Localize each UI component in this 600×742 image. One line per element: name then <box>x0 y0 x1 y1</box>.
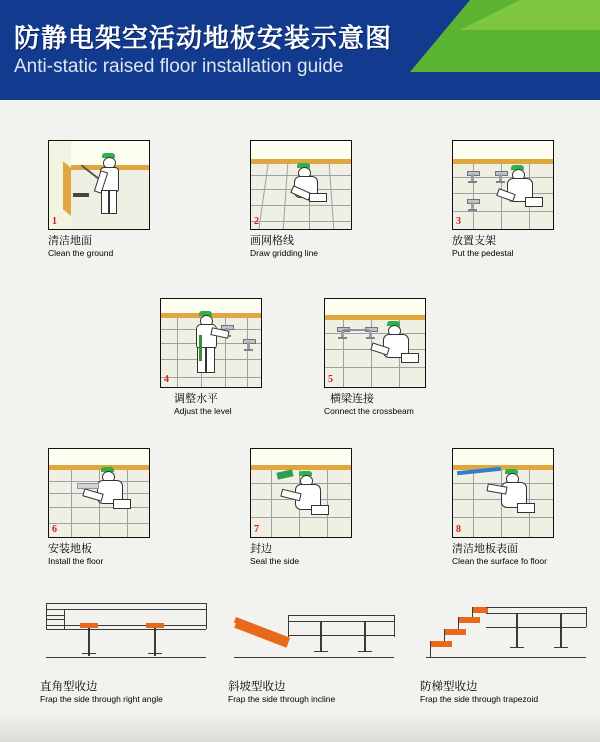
grid-lines <box>453 141 553 229</box>
detail-right-angle-label-cn: 直角型收边 <box>40 681 98 693</box>
step-3-number: 3 <box>456 216 461 227</box>
level-tool <box>199 335 202 361</box>
step-8-label-en: Clean the surface fo floor <box>452 556 547 566</box>
detail-incline-label-en: Frap the side through incline <box>228 694 336 704</box>
step-6-number: 6 <box>52 524 57 535</box>
step-1-number: 1 <box>52 216 57 227</box>
step-1-label-cn: 清洁地面 <box>48 235 92 247</box>
step-5-label-cn: 横梁连接 <box>330 393 374 405</box>
step-5-number: 5 <box>328 374 333 385</box>
step-4 <box>160 298 264 417</box>
step-6-label-en: Install the floor <box>48 556 104 566</box>
detail-right-angle-label-en: Frap the side through right angle <box>40 694 163 704</box>
step-7-label-en: Seal the side <box>250 556 300 566</box>
step-5-label-en: Connect the crossbeam <box>324 406 414 416</box>
step-2-label-en: Draw gridding line <box>250 248 319 258</box>
bottom-shading <box>0 712 600 742</box>
detail-trapezoid-drawing <box>420 595 588 670</box>
detail-incline-label-cn: 斜坡型收边 <box>228 681 286 693</box>
step-8-number: 8 <box>456 524 461 535</box>
step-4-number: 4 <box>164 374 169 385</box>
step-3 <box>452 140 556 259</box>
detail-trapezoid <box>420 595 590 704</box>
step-2-label-cn: 画网格线 <box>250 235 294 247</box>
step-4-label-cn: 调整水平 <box>174 393 218 405</box>
step-1-illustration <box>48 140 150 230</box>
detail-incline-drawing <box>228 595 396 670</box>
step-2 <box>250 140 354 259</box>
page-header <box>0 0 600 100</box>
page-title-en: Anti-static raised floor installation guide <box>14 56 344 77</box>
detail-trapezoid-label-en: Frap the side through trapezoid <box>420 694 539 704</box>
step-7 <box>250 448 354 567</box>
step-7-illustration <box>250 448 352 538</box>
step-5-illustration <box>324 298 426 388</box>
step-2-illustration <box>250 140 352 230</box>
step-5 <box>324 298 428 417</box>
detail-incline <box>228 595 398 704</box>
detail-right-angle-drawing <box>40 595 208 670</box>
step-4-label-en: Adjust the level <box>174 406 232 416</box>
step-8-label-cn: 清洁地板表面 <box>452 543 518 555</box>
step-8 <box>452 448 556 567</box>
step-7-number: 7 <box>254 524 259 535</box>
step-3-label-cn: 放置支架 <box>452 235 496 247</box>
step-4-illustration <box>160 298 262 388</box>
step-6-label-cn: 安装地板 <box>48 543 92 555</box>
step-3-illustration <box>452 140 554 230</box>
detail-trapezoid-label-cn: 防梯型收边 <box>420 681 478 693</box>
step-1-label-en: Clean the ground <box>48 248 114 258</box>
mop-head <box>73 193 89 197</box>
floor-panel <box>77 483 99 489</box>
step-6-illustration <box>48 448 150 538</box>
step-1 <box>48 140 152 259</box>
step-7-label-cn: 封边 <box>250 543 272 555</box>
step-3-label-en: Put the pedestal <box>452 248 514 258</box>
step-8-illustration <box>452 448 554 538</box>
crossbeam <box>343 329 369 331</box>
step-6 <box>48 448 152 567</box>
page-title-cn: 防静电架空活动地板安装示意图 <box>14 23 393 53</box>
detail-right-angle <box>40 595 210 704</box>
step-2-number: 2 <box>254 216 259 227</box>
